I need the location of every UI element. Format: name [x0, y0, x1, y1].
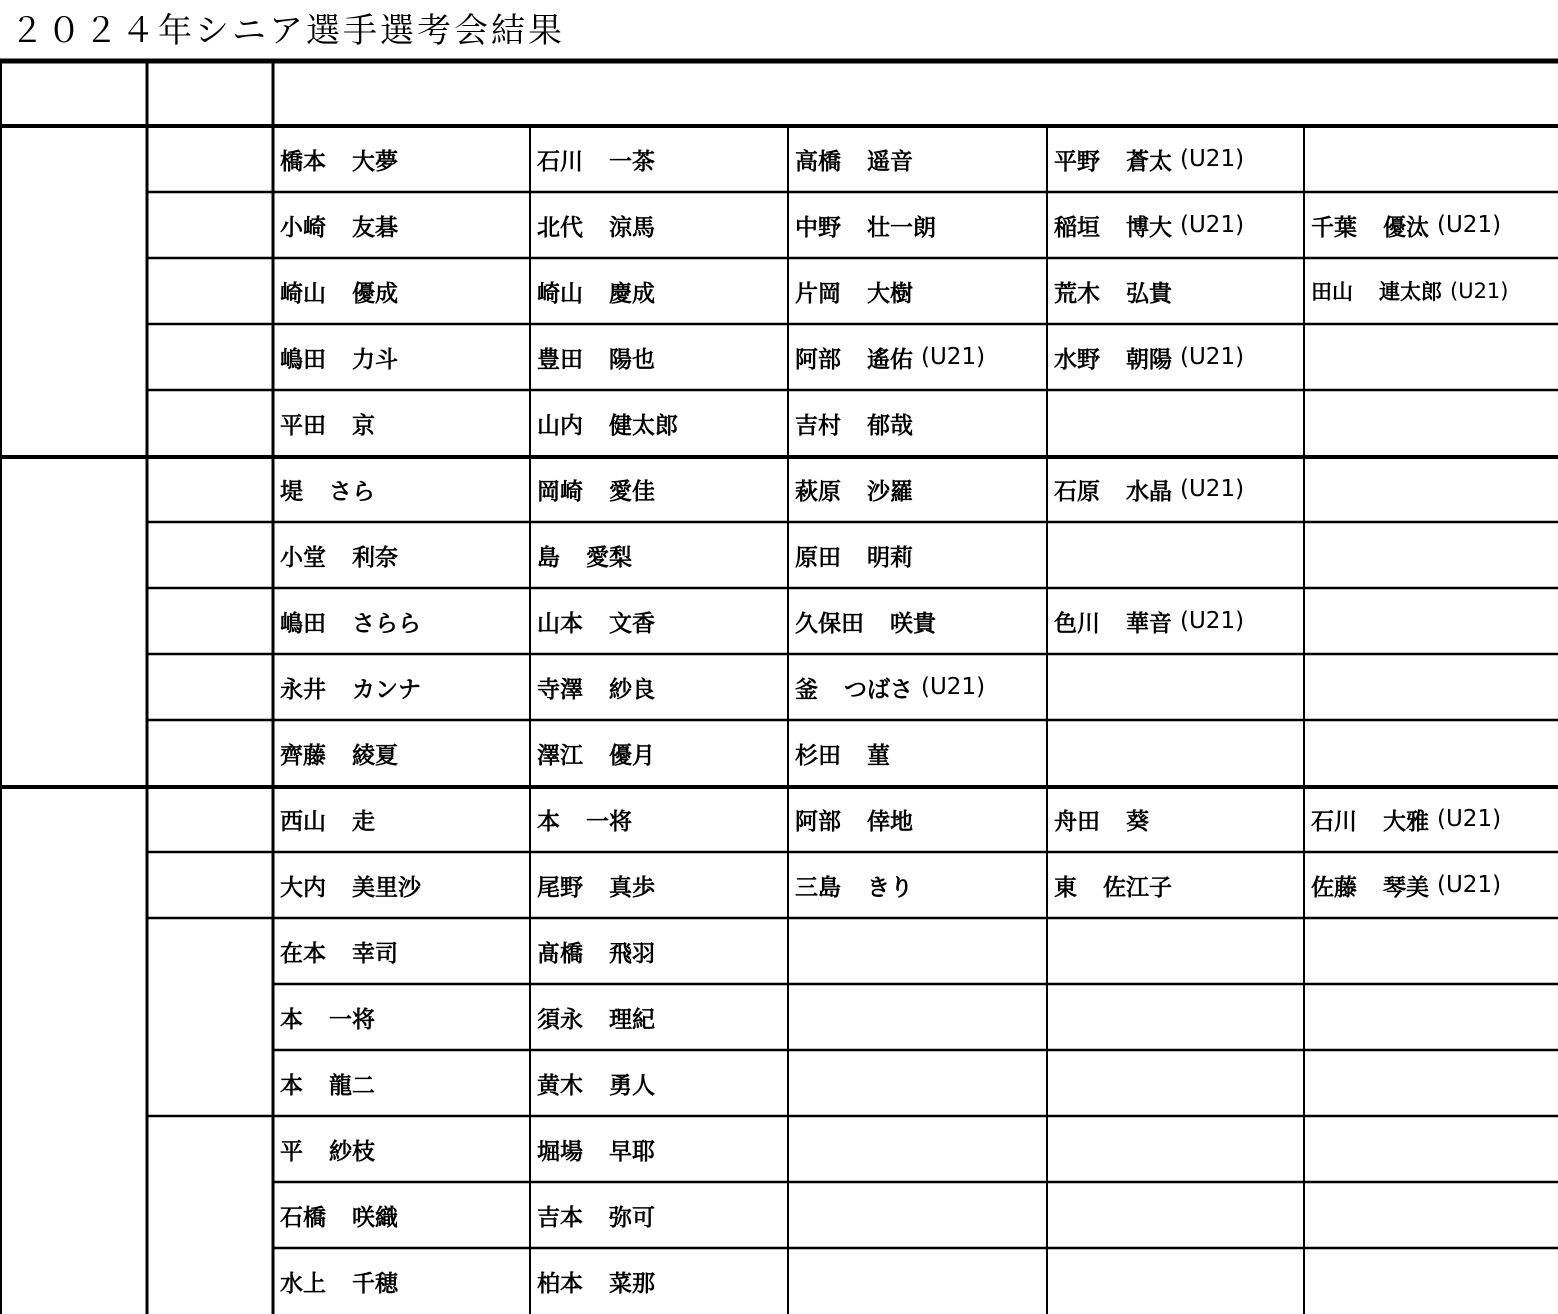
athlete-cell: [1304, 456, 1558, 522]
athlete-given-name: 菫: [867, 742, 890, 769]
athlete-cell: [788, 456, 1047, 522]
athlete-cell: [1304, 654, 1558, 720]
athlete-family-name: 萩原: [795, 478, 841, 505]
athlete-cell: [788, 390, 1047, 456]
athlete-family-name: 本: [280, 1072, 303, 1099]
athlete-family-name: 平田: [280, 412, 326, 439]
athlete-cell: [1304, 390, 1558, 456]
athlete-cell: [788, 1116, 1047, 1182]
athlete-given-name: 一茶: [609, 148, 655, 175]
athlete-cell: [1304, 852, 1558, 918]
athlete-cell: [1304, 324, 1558, 390]
athlete-cell: [273, 258, 530, 324]
athlete-cell: [530, 918, 788, 984]
weight-class: [147, 456, 273, 522]
athlete-cell: [273, 918, 530, 984]
athlete-given-name: 大樹: [867, 280, 913, 307]
athlete-given-name: 咲織: [352, 1204, 398, 1231]
athlete-cell: [788, 918, 1047, 984]
athlete-family-name: 舟田: [1054, 808, 1100, 835]
weight-class: [147, 192, 273, 258]
kata-group-label: [147, 852, 273, 918]
athlete-cell: [1304, 126, 1558, 192]
athlete-cell: [273, 984, 530, 1050]
athlete-cell: [1047, 390, 1304, 456]
athlete-family-name: 色川: [1054, 610, 1100, 637]
athlete-cell: [1304, 720, 1558, 786]
header-class: [147, 62, 273, 126]
athlete-cell: [1304, 1116, 1558, 1182]
athlete-cell: [273, 324, 530, 390]
athlete-given-name: 千穂: [352, 1270, 398, 1297]
athlete-family-name: 尾野: [537, 874, 583, 901]
u21-suffix: (U21): [1180, 146, 1245, 172]
athlete-given-name: 菜那: [609, 1270, 655, 1297]
athlete-cell: [1047, 1116, 1304, 1182]
kata-group-label: [147, 918, 273, 1116]
athlete-given-name: 大夢: [352, 148, 398, 175]
athlete-cell: [1047, 588, 1304, 654]
athlete-family-name: 崎山: [537, 280, 583, 307]
athlete-given-name: 大雅: [1383, 808, 1429, 835]
athlete-given-name: 京: [352, 412, 375, 439]
athlete-given-name: 連太郎: [1379, 280, 1442, 304]
athlete-family-name: 西山: [280, 808, 326, 835]
athlete-family-name: 杉田: [795, 742, 841, 769]
athlete-given-name: 遙佑: [867, 346, 913, 373]
athlete-cell: [530, 588, 788, 654]
athlete-cell: [273, 654, 530, 720]
athlete-given-name: 優成: [352, 280, 398, 307]
athlete-cell: [530, 258, 788, 324]
athlete-cell: [273, 786, 530, 852]
athlete-cell: [530, 1116, 788, 1182]
athlete-family-name: 崎山: [280, 280, 326, 307]
athlete-cell: [530, 852, 788, 918]
athlete-family-name: 齊藤: [280, 742, 326, 769]
athlete-given-name: 一将: [586, 808, 632, 835]
athlete-cell: [1047, 984, 1304, 1050]
athlete-given-name: 弘貴: [1126, 280, 1172, 307]
athlete-cell: [273, 720, 530, 786]
athlete-family-name: 堤: [280, 478, 303, 505]
page-title: ２０２４年シニア選手選考会結果: [10, 11, 565, 51]
athlete-given-name: 優汰: [1383, 214, 1429, 241]
u21-suffix: (U21): [1180, 476, 1245, 502]
athlete-given-name: 紗良: [609, 676, 655, 703]
athlete-cell: [273, 1050, 530, 1116]
athlete-family-name: 原田: [795, 544, 841, 571]
athlete-family-name: 平: [280, 1138, 303, 1165]
athlete-cell: [1047, 720, 1304, 786]
athlete-given-name: つばさ: [844, 676, 913, 703]
u21-suffix: (U21): [1180, 344, 1245, 370]
athlete-given-name: 葵: [1126, 808, 1149, 835]
athlete-family-name: 三島: [795, 874, 841, 901]
athlete-cell: [1304, 522, 1558, 588]
athlete-family-name: 嶋田: [280, 610, 326, 637]
athlete-family-name: 黄木: [537, 1072, 583, 1099]
athlete-family-name: 吉村: [795, 412, 841, 439]
athlete-cell: [788, 1248, 1047, 1314]
athlete-cell: [788, 852, 1047, 918]
athlete-family-name: 稲垣: [1054, 214, 1100, 241]
athlete-cell: [1304, 786, 1558, 852]
athlete-family-name: 阿部: [795, 346, 841, 373]
athlete-cell: [788, 522, 1047, 588]
athlete-cell: [530, 984, 788, 1050]
athlete-given-name: 遥音: [867, 148, 913, 175]
athlete-family-name: 豊田: [537, 346, 583, 373]
athlete-family-name: 石川: [1311, 808, 1357, 835]
athlete-given-name: 佐江子: [1103, 874, 1172, 901]
athlete-family-name: 石川: [537, 148, 583, 175]
athlete-cell: [530, 786, 788, 852]
athlete-given-name: 愛佳: [609, 478, 655, 505]
athlete-given-name: 博大: [1126, 214, 1172, 241]
athlete-given-name: きり: [867, 874, 913, 901]
weight-class: [147, 654, 273, 720]
athlete-given-name: 優月: [609, 742, 655, 769]
athlete-cell: [530, 522, 788, 588]
weight-class: [147, 522, 273, 588]
athlete-family-name: 高橋: [795, 148, 841, 175]
athlete-given-name: 郁哉: [867, 412, 913, 439]
u21-suffix: (U21): [921, 344, 986, 370]
athlete-family-name: 堀場: [537, 1138, 583, 1165]
u21-suffix: (U21): [921, 674, 986, 700]
athlete-given-name: 紗枝: [329, 1138, 375, 1165]
athlete-cell: [273, 588, 530, 654]
athlete-given-name: 利奈: [352, 544, 398, 571]
athlete-given-name: 咲貴: [890, 610, 936, 637]
athlete-given-name: 飛羽: [609, 940, 655, 967]
athlete-given-name: 朝陽: [1126, 346, 1172, 373]
athlete-given-name: 陽也: [609, 346, 655, 373]
athlete-given-name: 健太郎: [609, 412, 678, 439]
athlete-cell: [1047, 1050, 1304, 1116]
u21-suffix: (U21): [1437, 212, 1502, 238]
weight-class: [147, 258, 273, 324]
athlete-cell: [1304, 258, 1558, 324]
section-label: [0, 456, 147, 786]
athlete-given-name: さら: [329, 478, 375, 505]
athlete-family-name: 島: [537, 544, 560, 571]
athlete-family-name: 永井: [280, 676, 326, 703]
header-event: [0, 62, 147, 126]
athlete-given-name: 涼馬: [609, 214, 655, 241]
athlete-family-name: 吉本: [537, 1204, 583, 1231]
athlete-family-name: 髙橋: [537, 940, 583, 967]
athlete-family-name: 水野: [1054, 346, 1100, 373]
athlete-cell: [788, 654, 1047, 720]
athlete-cell: [1304, 1182, 1558, 1248]
athlete-cell: [530, 390, 788, 456]
athlete-family-name: 小堂: [280, 544, 326, 571]
u21-suffix: (U21): [1437, 806, 1502, 832]
athlete-family-name: 本: [280, 1006, 303, 1033]
weight-class: [147, 588, 273, 654]
athlete-family-name: 岡崎: [537, 478, 583, 505]
athlete-family-name: 片岡: [795, 280, 841, 307]
athlete-family-name: 橋本: [280, 148, 326, 175]
weight-class: [147, 390, 273, 456]
weight-class: [147, 720, 273, 786]
athlete-family-name: 山本: [537, 610, 583, 637]
athlete-family-name: 北代: [537, 214, 583, 241]
u21-suffix: (U21): [1180, 212, 1245, 238]
athlete-cell: [788, 192, 1047, 258]
athlete-cell: [273, 390, 530, 456]
athlete-cell: [1047, 654, 1304, 720]
athlete-cell: [1047, 918, 1304, 984]
athlete-given-name: 弥可: [609, 1204, 655, 1231]
athlete-given-name: 沙羅: [867, 478, 913, 505]
athlete-family-name: 嶋田: [280, 346, 326, 373]
athlete-given-name: 勇人: [609, 1072, 655, 1099]
athlete-given-name: 華音: [1126, 610, 1172, 637]
athlete-cell: [788, 126, 1047, 192]
athlete-family-name: 柏本: [537, 1270, 583, 1297]
athlete-cell: [788, 720, 1047, 786]
athlete-given-name: 文香: [609, 610, 655, 637]
athlete-cell: [788, 984, 1047, 1050]
athlete-cell: [273, 522, 530, 588]
athlete-cell: [1304, 588, 1558, 654]
athlete-cell: [273, 852, 530, 918]
athlete-cell: [530, 654, 788, 720]
athlete-cell: [788, 786, 1047, 852]
athlete-cell: [1304, 918, 1558, 984]
athlete-family-name: 本: [537, 808, 560, 835]
athlete-cell: [788, 324, 1047, 390]
athlete-cell: [273, 1116, 530, 1182]
athlete-cell: [273, 1248, 530, 1314]
athlete-given-name: 力斗: [352, 346, 398, 373]
athlete-cell: [530, 720, 788, 786]
athlete-cell: [273, 126, 530, 192]
athlete-family-name: 在本: [280, 940, 326, 967]
athlete-given-name: 蒼太: [1126, 148, 1172, 175]
athlete-cell: [1047, 126, 1304, 192]
athlete-cell: [1047, 852, 1304, 918]
athlete-cell: [530, 126, 788, 192]
athlete-cell: [273, 1182, 530, 1248]
athlete-family-name: 石原: [1054, 478, 1100, 505]
athlete-cell: [788, 588, 1047, 654]
athlete-given-name: 水晶: [1126, 478, 1172, 505]
athlete-cell: [530, 456, 788, 522]
athlete-given-name: 一将: [329, 1006, 375, 1033]
athlete-cell: [530, 324, 788, 390]
athlete-cell: [1047, 1248, 1304, 1314]
athlete-cell: [1047, 522, 1304, 588]
athlete-given-name: 真歩: [609, 874, 655, 901]
athlete-given-name: 龍二: [329, 1072, 375, 1099]
athlete-cell: [788, 1182, 1047, 1248]
section-label: [0, 786, 147, 1314]
athlete-given-name: 琴美: [1383, 874, 1429, 901]
athlete-family-name: 東: [1054, 874, 1077, 901]
athlete-given-name: 明莉: [867, 544, 913, 571]
athlete-cell: [1047, 192, 1304, 258]
athlete-family-name: 千葉: [1311, 214, 1357, 241]
athlete-cell: [273, 456, 530, 522]
athlete-cell: [788, 1050, 1047, 1116]
athlete-cell: [530, 192, 788, 258]
athlete-family-name: 平野: [1054, 148, 1100, 175]
athlete-given-name: 倖地: [867, 808, 913, 835]
athlete-cell: [530, 1248, 788, 1314]
athlete-cell: [530, 1050, 788, 1116]
athlete-cell: [273, 192, 530, 258]
athlete-given-name: 愛梨: [586, 544, 632, 571]
athlete-family-name: 阿部: [795, 808, 841, 835]
athlete-given-name: 幸司: [352, 940, 398, 967]
athlete-cell: [1304, 984, 1558, 1050]
athlete-family-name: 大内: [280, 874, 326, 901]
u21-suffix: (U21): [1437, 872, 1502, 898]
athlete-family-name: 田山: [1311, 280, 1353, 304]
athlete-given-name: 早耶: [609, 1138, 655, 1165]
kata-group-label: [147, 1116, 273, 1314]
athlete-cell: [1304, 192, 1558, 258]
athlete-cell: [1304, 1248, 1558, 1314]
athlete-family-name: 山内: [537, 412, 583, 439]
athlete-cell: [1304, 1050, 1558, 1116]
athlete-given-name: 理紀: [609, 1006, 655, 1033]
section-label: [0, 126, 147, 456]
athlete-family-name: 小崎: [280, 214, 326, 241]
athlete-given-name: 友碁: [352, 214, 398, 241]
athlete-given-name: 綾夏: [352, 742, 398, 769]
athlete-family-name: 中野: [795, 214, 841, 241]
u21-suffix: (U21): [1180, 608, 1245, 634]
u21-suffix: (U21): [1450, 279, 1509, 303]
athlete-given-name: 壮一朗: [867, 214, 936, 241]
athlete-given-name: 美里沙: [352, 874, 421, 901]
athlete-cell: [1047, 1182, 1304, 1248]
athlete-family-name: 水上: [280, 1270, 326, 1297]
athlete-cell: [530, 1182, 788, 1248]
weight-class: [147, 126, 273, 192]
athlete-cell: [788, 258, 1047, 324]
athlete-cell: [1047, 258, 1304, 324]
athlete-given-name: 走: [352, 808, 375, 835]
athlete-cell: [1047, 456, 1304, 522]
athlete-family-name: 澤江: [537, 742, 583, 769]
athlete-given-name: 慶成: [609, 280, 655, 307]
kata-group-label: [147, 786, 273, 852]
athlete-family-name: 石橋: [280, 1204, 326, 1231]
athlete-family-name: 佐藤: [1311, 874, 1357, 901]
athlete-given-name: さらら: [352, 610, 421, 637]
athlete-given-name: カンナ: [352, 676, 421, 703]
athlete-family-name: 寺澤: [537, 676, 583, 703]
weight-class: [147, 324, 273, 390]
athlete-family-name: 釜: [795, 676, 818, 703]
athlete-family-name: 荒木: [1054, 280, 1100, 307]
athlete-family-name: 須永: [537, 1006, 583, 1033]
athlete-cell: [1047, 786, 1304, 852]
athlete-cell: [1047, 324, 1304, 390]
athlete-family-name: 久保田: [795, 610, 864, 637]
